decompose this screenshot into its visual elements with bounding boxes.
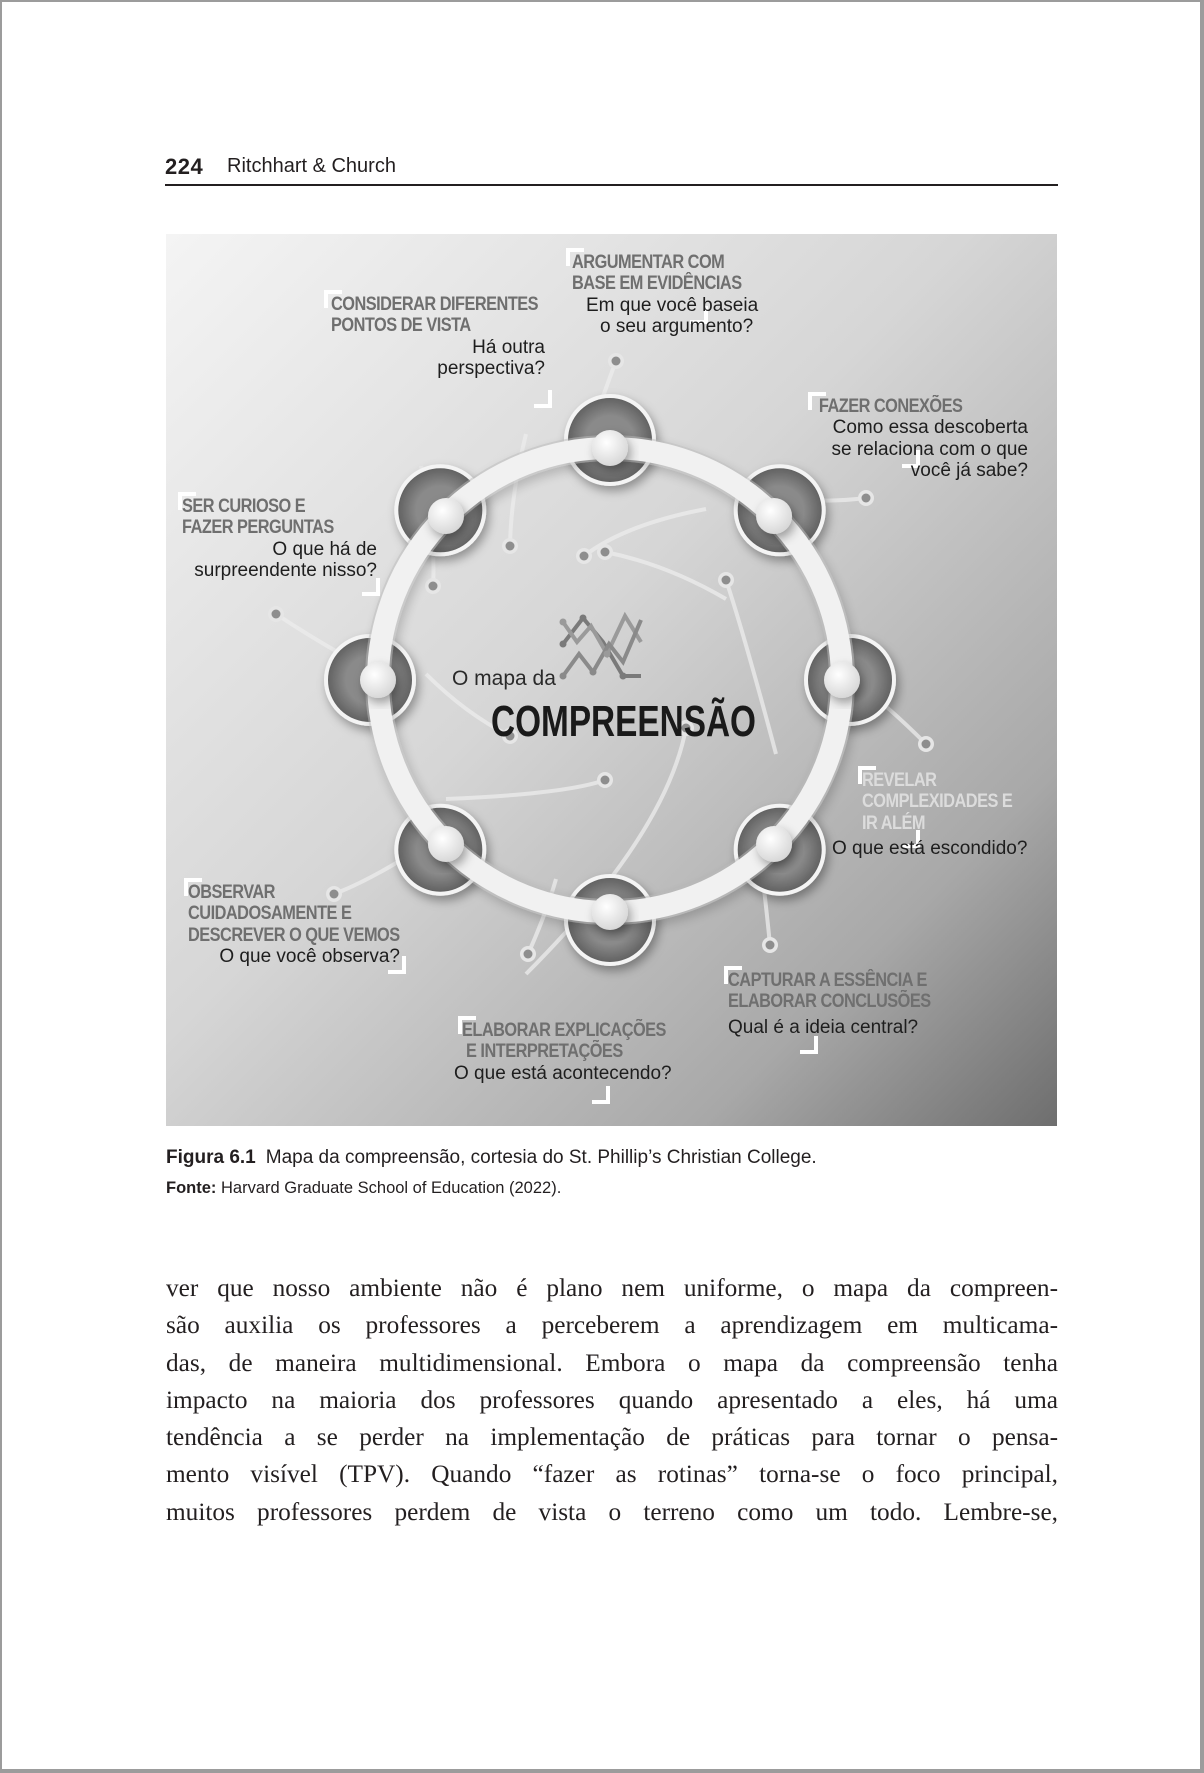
node-knob — [428, 826, 464, 862]
node-knob — [824, 662, 860, 698]
connector-end-dot — [601, 548, 610, 557]
node-knob — [592, 430, 628, 466]
center-title-small: O mapa da — [452, 667, 556, 690]
body-line: tendência a se perder na implementação de práticas para tornar o pensa- — [166, 1423, 1058, 1452]
move-label-observe: OBSERVAR CUIDADOSAMENTE E DESCREVER O QUE VEMOS O que você observa? — [188, 882, 400, 967]
node-knob — [360, 662, 396, 698]
running-head — [165, 152, 1058, 186]
node-knob — [428, 498, 464, 534]
connector-end-dot — [612, 357, 621, 366]
connector-end-dot — [580, 552, 589, 561]
book-page — [2, 2, 1200, 1769]
connector-end-dot — [272, 610, 281, 619]
body-paragraph — [166, 1270, 1058, 1531]
connector-end-dot — [601, 776, 610, 785]
move-label-evidence: ARGUMENTAR COM BASE EM EVIDÊNCIAS Em que você baseia o seu argumento? — [572, 252, 759, 337]
body-line: impacto na maioria dos professores quando apresentado a eles, há uma — [166, 1385, 1058, 1414]
page-number: 224 — [165, 154, 204, 179]
body-line: mento visível (TPV). Quando “fazer as rotinas” torna-se o foco principal, — [166, 1460, 1058, 1489]
body-line: ver que nosso ambiente não é plano nem uniforme, o mapa da compreen- — [166, 1274, 1058, 1302]
move-label-complexities: REVELAR COMPLEXIDADES E IR ALÉM O que está escondido? — [832, 770, 1028, 859]
body-line: são auxilia os professores a perceberem a aprendizagem em multicama- — [166, 1311, 1058, 1340]
move-label-viewpoints: CONSIDERAR DIFERENTES PONTOS DE VISTA Há outra perspectiva? — [331, 294, 545, 379]
move-label-explanations: ELABORAR EXPLICAÇÕES E INTERPRETAÇÕES O que está acontecendo? — [454, 1020, 672, 1084]
connector-end-dot — [766, 941, 775, 950]
figure-caption — [166, 1147, 817, 1198]
connector-end-dot — [506, 542, 515, 551]
figure-label: Figura 6.1 — [166, 1147, 256, 1168]
running-head-authors: Ritchhart & Church — [227, 155, 396, 177]
body-line: das, de maneira multidimensional. Embora o mapa da compreensão tenha — [166, 1348, 1058, 1377]
node-knob — [756, 826, 792, 862]
move-label-curious: SER CURIOSO E FAZER PERGUNTAS O que há de surpreendente nisso? — [182, 496, 377, 581]
center-title-large: COMPREENSÃO — [491, 697, 841, 746]
node-knob — [592, 894, 628, 930]
body-line: muitos professores perdem de vista o terreno como um todo. Lembre-se, — [166, 1497, 1058, 1526]
source-text: Harvard Graduate School of Education (2022). — [221, 1179, 562, 1197]
connector-end-dot — [922, 740, 931, 749]
connector-end-dot — [524, 950, 533, 959]
move-label-essence: CAPTURAR A ESSÊNCIA E ELABORAR CONCLUSÕES Qual é a ideia central? — [728, 970, 931, 1038]
move-label-connections: FAZER CONEXÕES Como essa descoberta se relaciona com o que você já sabe? — [818, 396, 1028, 481]
source-label: Fonte: — [166, 1179, 217, 1197]
figure-caption-text: Mapa da compreensão, cortesia do St. Phillip’s Christian College. — [265, 1147, 817, 1168]
connector-end-dot — [722, 576, 731, 585]
node-knob — [756, 498, 792, 534]
understanding-map-figure — [166, 234, 1057, 1126]
connector-end-dot — [429, 582, 438, 591]
connector-end-dot — [862, 494, 871, 503]
